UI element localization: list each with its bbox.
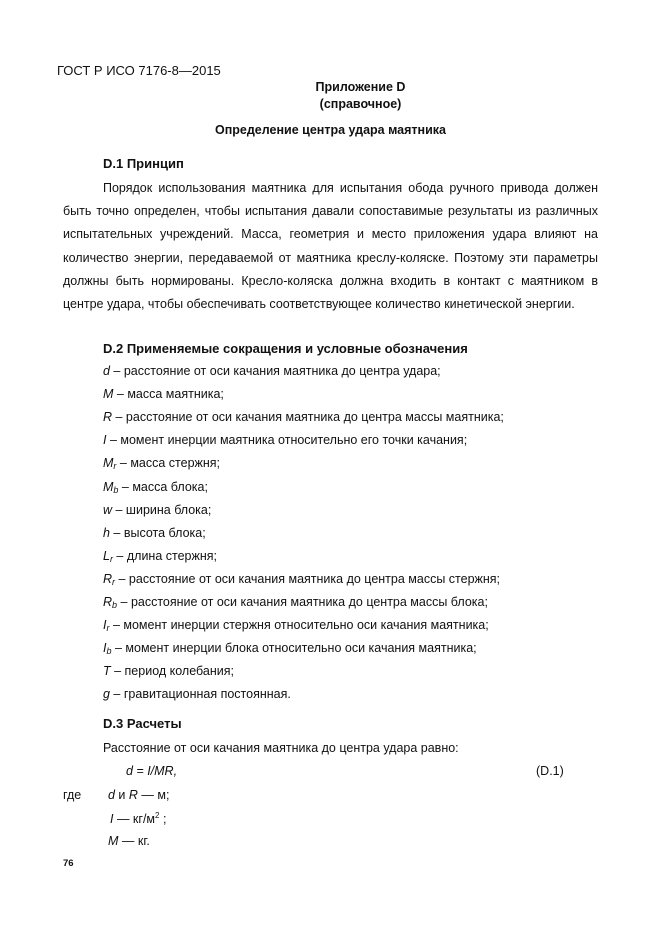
unit-line-i [110, 811, 166, 826]
equation-number: (D.1) [536, 764, 564, 778]
symbol-subscript: r [109, 553, 113, 564]
definition-item [103, 641, 477, 656]
unit-text: ; [159, 812, 167, 826]
definition-item [103, 480, 208, 495]
section-heading-d3: D.3 Расчеты [103, 716, 182, 731]
annex-title: Приложение D [315, 80, 406, 94]
definition-item [103, 456, 220, 471]
definition-text: – момент инерции маятника относительно его точки качания; [106, 433, 468, 448]
symbol: R [103, 410, 113, 425]
symbol-subscript: r [112, 576, 116, 587]
definition-item [103, 526, 206, 540]
definition-text: – момент инерции блока относительно оси качания маятника; [111, 641, 477, 656]
definition-text: – масса стержня; [116, 456, 221, 471]
symbol: R [128, 788, 138, 802]
definition-item [103, 687, 291, 701]
definition-item [103, 664, 234, 678]
formula-intro: Расстояние от оси качания маятника до центра удара равно: [103, 741, 459, 755]
symbol: M [108, 834, 119, 848]
definition-text: – ширина блока; [112, 502, 212, 517]
unit-text: и [114, 788, 129, 802]
symbol-subscript: b [106, 646, 112, 657]
annex-subtitle: (справочное) [319, 97, 402, 111]
symbol-subscript: b [113, 484, 119, 495]
unit-text: — кг/м [113, 812, 156, 826]
formula: d = I/MR, [126, 764, 178, 778]
unit-line-m [108, 834, 150, 848]
symbol: M [103, 387, 114, 402]
definition-item [103, 595, 488, 610]
unit-line-d-r [108, 788, 169, 802]
superscript: 2 [155, 811, 160, 820]
section-heading-d1: D.1 Принцип [103, 156, 184, 171]
definition-text: – расстояние от оси качания маятника до центра удара; [109, 364, 441, 378]
definition-text: – момент инерции стержня относительно оси качания маятника; [109, 618, 489, 633]
definition-item [103, 549, 217, 564]
symbol: R [103, 595, 113, 609]
definition-text: – гравитационная постоянная. [109, 687, 291, 702]
definition-item [103, 503, 211, 517]
unit-text: — кг. [118, 834, 150, 848]
symbol: d [108, 788, 115, 802]
symbol: w [103, 502, 113, 517]
page-number: 76 [63, 858, 74, 869]
definition-text: – длина стержня; [112, 548, 217, 563]
symbol: L [103, 548, 110, 563]
symbol: R [103, 571, 113, 586]
definition-item [103, 433, 467, 447]
annex-heading: Определение центра удара маятника [215, 123, 446, 137]
definition-text: – расстояние от оси качания маятника до центра массы маятника; [112, 410, 504, 425]
symbol: h [103, 525, 110, 540]
symbol: I [103, 641, 107, 656]
section-heading-d2: D.2 Применяемые сокращения и условные обозначения [103, 341, 468, 356]
definition-text: – расстояние от оси качания маятника до центра массы блока; [117, 595, 488, 609]
definition-item [103, 387, 224, 401]
symbol: M [103, 456, 114, 471]
symbol: d [103, 364, 110, 378]
symbol: I [110, 812, 114, 826]
definition-item [103, 618, 489, 633]
definition-text: – расстояние от оси качания маятника до центра массы стержня; [115, 571, 501, 586]
symbol-subscript: r [106, 623, 110, 634]
symbol: I [103, 433, 107, 448]
definition-text: – масса маятника; [113, 387, 224, 402]
principle-paragraph: Порядок использования маятника для испытания обода ручного привода должен быть точно определен, чтобы испытания давали сопоставимые результаты из различных испытательных учреждений. Масса, геометрия и место приложения удара влияют на количество энергии, передаваемой от маятника креслу-коляске. Поэтому эти параметры должны быть нормированы. Кресло-коляска должна входить в контакт с маятником в центре удара, чтобы обеспечивать соответствующее количество кинетической энергии. [63, 181, 598, 312]
symbol: I [103, 618, 107, 633]
where-label: где [63, 788, 82, 802]
symbol: g [103, 687, 110, 702]
definition-item [103, 572, 500, 587]
definition-text: – масса блока; [118, 479, 208, 494]
symbol: T [103, 664, 111, 679]
symbol-subscript: b [112, 600, 118, 610]
definition-text: – высота блока; [109, 525, 206, 540]
document-code: ГОСТ Р ИСО 7176-8—2015 [57, 63, 221, 78]
definition-item [103, 364, 441, 378]
definition-item [103, 410, 504, 424]
symbol: M [103, 479, 114, 494]
definition-text: – период колебания; [110, 664, 234, 679]
unit-text: — м; [137, 788, 170, 802]
symbol-subscript: r [113, 461, 117, 472]
